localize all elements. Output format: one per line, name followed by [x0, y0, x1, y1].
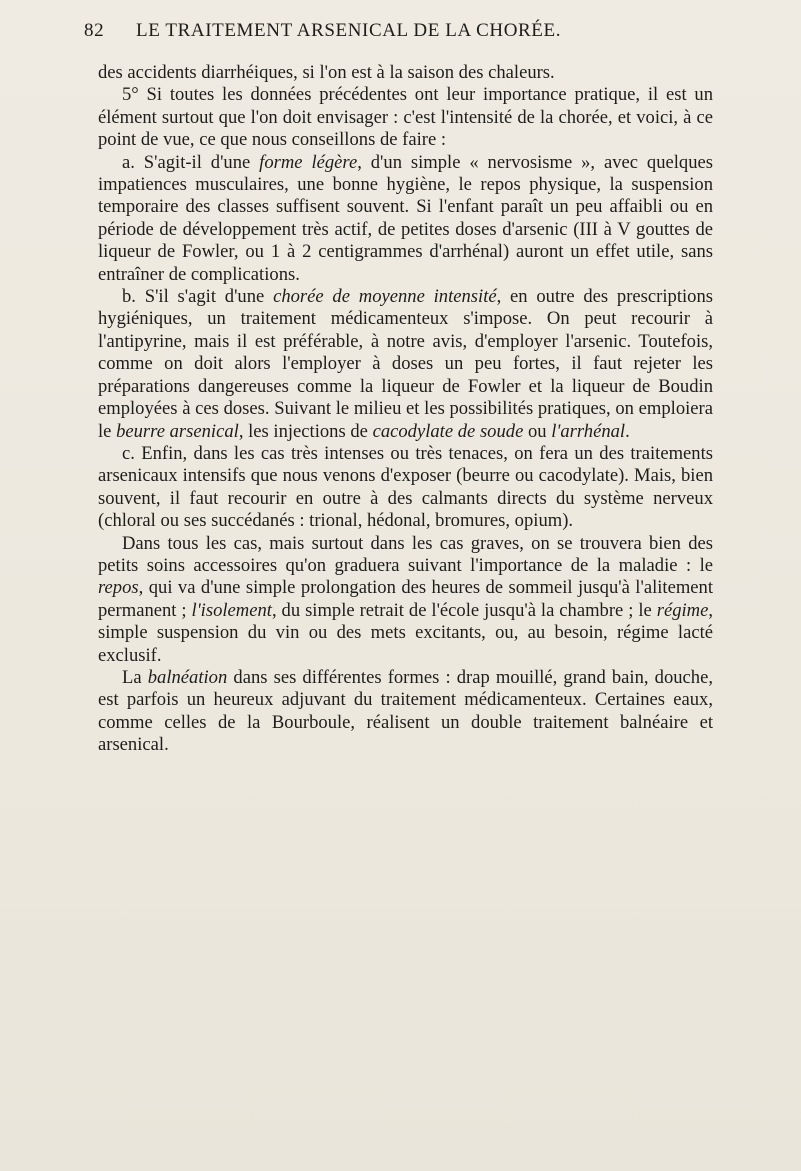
paragraph-text: dans ses différentes formes : drap mouillé, grand bain, douche, est parfois un heureux adjuvant du traitement médicamenteux. Certaines eaux, comme celles de la Bourboule, réalisent un double traitement balnéaire et arsenical.	[98, 666, 713, 756]
paragraph-accessory-care	[98, 533, 713, 667]
paragraph-text: ou	[523, 420, 552, 442]
italic-term: cacodylate de soude	[372, 420, 524, 442]
paragraph-text: , du simple retrait de l'école jusqu'à la chambre ; le	[271, 599, 657, 621]
italic-term: l'arrhénal	[551, 420, 626, 442]
paragraph-point-5: 5° Si toutes les données précédentes ont leur importance pratique, il est un élément surtout que l'on doit envisager : c'est l'intensité de la chorée, et voici, à ce point de vue, ce que nous conseillons de faire :	[98, 84, 713, 151]
paragraph-text: , qui va d'une simple prolongation des heures de sommeil jusqu'à l'alitement permanent ;	[98, 577, 713, 621]
paragraph-text: .	[625, 420, 630, 442]
body-text	[98, 62, 713, 757]
page-header	[84, 20, 704, 50]
paragraph-text: , les injections de	[238, 420, 373, 442]
italic-term: l'isolement	[191, 599, 272, 621]
page-number: 82	[84, 20, 105, 41]
paragraph-text: b. S'il s'agit d'une	[122, 286, 274, 308]
paragraph-continuation: des accidents diarrhéiques, si l'on est à la saison des chaleurs.	[98, 62, 555, 83]
paragraph-balneation	[98, 667, 713, 757]
running-title: LE TRAITEMENT ARSENICAL DE LA CHORÉE.	[136, 20, 562, 41]
italic-term: chorée de moyenne intensité	[273, 286, 497, 308]
paragraph-a-light-form	[98, 152, 713, 286]
paragraph-text: , simple suspension du vin ou des mets excitants, ou, au besoin, régime lacté exclusif.	[98, 599, 713, 666]
italic-term: balnéation	[147, 666, 228, 688]
paragraph-c-intense-form: c. Enfin, dans les cas très intenses ou très tenaces, on fera un des traitements arsenicaux intensifs que nous venons d'exposer (beurre ou cacodylate). Mais, bien souvent, il faut recourir en outre à des calmants directs du système nerveux (chloral ou ses succédanés : trional, hédonal, bromures, opium).	[98, 442, 713, 532]
paragraph-text: , en outre des prescriptions hygiéniques, un traitement médicamenteux s'impose. On peut recourir à l'antipyrine, mais il est préférable, à notre avis, d'employer l'arsenic. Toutefois, comme on doit alors l'employer à doses un peu fortes, il faut rejeter les préparations dangereuses comme la liqueur de Fowler et la liqueur de Boudin employées à ces doses. Suivant le milieu et les possibilités pratiques, on emploiera le	[98, 286, 713, 442]
paragraph-b-moderate-form	[98, 286, 713, 443]
italic-term: forme légère	[259, 151, 358, 173]
paragraph-text: , d'un simple « nervosisme », avec quelques impatiences musculaires, une bonne hygiène, le repos physique, la suspension temporaire des classes suffisent souvent. Si l'enfant paraît un peu affaibli ou en période de développement très actif, de petites doses d'arsenic (III à V gouttes de liqueur de Fowler, ou 1 à 2 centigrammes d'arrhénal) auront un effet utile, sans entraîner de complications.	[98, 151, 714, 285]
paragraph-text: a. S'agit-il d'une	[122, 151, 260, 173]
italic-term: régime	[656, 599, 709, 621]
paragraph-text: La	[122, 666, 148, 688]
paragraph-text: Dans tous les cas, mais surtout dans les cas graves, on se trouvera bien des petits soins accessoires qu'on graduera suivant l'importance de la maladie : le	[98, 532, 713, 576]
italic-term: beurre arsenical	[116, 420, 239, 442]
italic-term: repos	[98, 577, 139, 599]
